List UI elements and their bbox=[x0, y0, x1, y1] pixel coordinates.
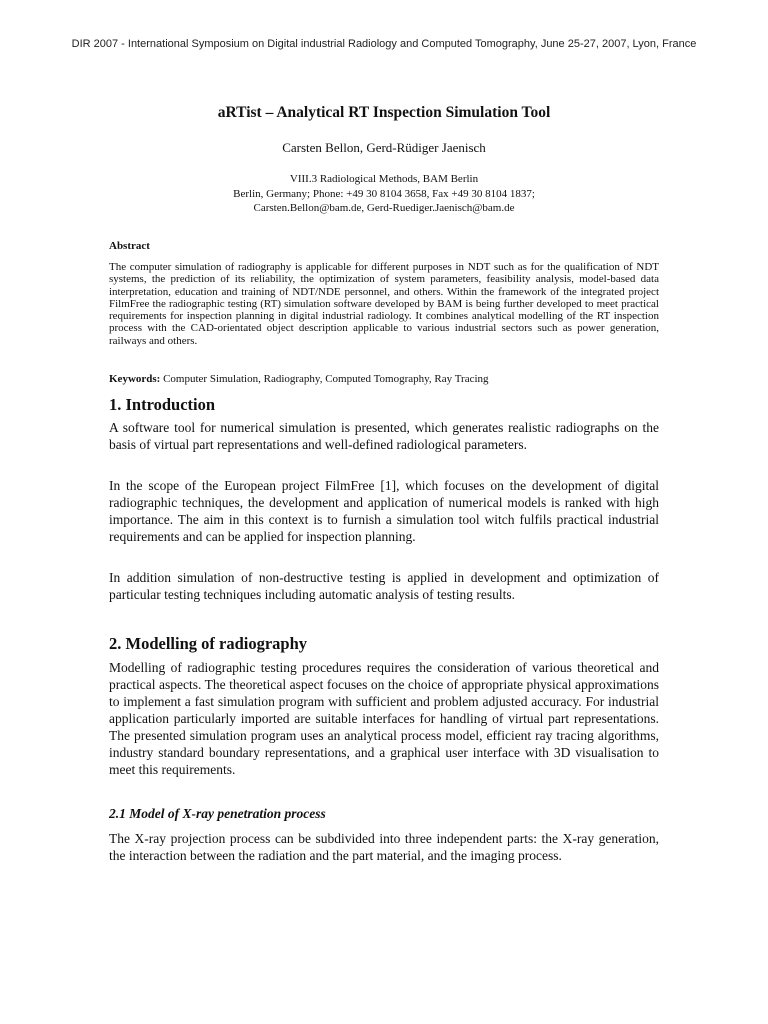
paper-title: aRTist – Analytical RT Inspection Simulation Tool bbox=[217, 104, 551, 121]
affiliation-emails: Carsten.Bellon@bam.de, Gerd-Ruediger.Jaenisch@bam.de bbox=[253, 202, 515, 214]
subsection-xray-model bbox=[109, 806, 659, 822]
keywords-label: Keywords: bbox=[109, 373, 161, 385]
section-introduction bbox=[109, 395, 659, 415]
intro-paragraph-2: In the scope of the European project FilmFree [1], which focuses on the development of digital radiographic techniques, the development and application of numerical models is ranked with high importance. The aim in this context is to furnish a simulation tool witch fulfils practical industrial requirements and can be applied for inspection planning. bbox=[109, 478, 659, 544]
section-modelling bbox=[109, 634, 659, 654]
affiliation-line-2: Berlin, Germany; Phone: +49 30 8104 3658, Fax +49 30 8104 1837; bbox=[233, 187, 535, 200]
conference-header: DIR 2007 - International Symposium on Digital industrial Radiology and Computed Tomography, June 25-27, 2007, Lyon, France bbox=[71, 38, 697, 50]
abstract-heading: Abstract bbox=[109, 240, 150, 252]
section-2-heading: 2. Modelling of radiography bbox=[109, 634, 308, 653]
keywords-line bbox=[109, 373, 659, 385]
section-1-heading: 1. Introduction bbox=[109, 395, 216, 414]
affiliation-line-1: VIII.3 Radiological Methods, BAM Berlin bbox=[289, 173, 479, 185]
section-2-1-heading: 2.1 Model of X-ray penetration process bbox=[109, 806, 326, 821]
xray-paragraph-1: The X-ray projection process can be subdivided into three independent parts: the X-ray generation, the interaction between the radiation and the part material, and the imaging process. bbox=[109, 831, 659, 863]
modelling-paragraph-1: Modelling of radiographic testing procedures requires the consideration of various theoretical and practical aspects. The theoretical aspect focuses on the choice of appropriate physical approximations to implement a fast simulation program with sufficient and problem adjusted accuracy. For industrial application particularly imported are suitable interfaces for handling of virtual part representations. The presented simulation program uses an analytical process model, efficient ray tracing algorithms, industry standard boundary representations, and a graphical user interface with 3D visualisation to meet this requirements. bbox=[109, 660, 659, 777]
affiliation-block bbox=[0, 172, 768, 216]
keywords-list: Computer Simulation, Radiography, Computed Tomography, Ray Tracing bbox=[163, 373, 489, 385]
intro-paragraph-1: A software tool for numerical simulation is presented, which generates realistic radiographs on the basis of virtual part representations and well-defined radiological parameters. bbox=[109, 420, 659, 452]
intro-paragraph-3: In addition simulation of non-destructive testing is applied in development and optimization of particular testing techniques including automatic analysis of testing results. bbox=[109, 570, 659, 602]
abstract-text: The computer simulation of radiography is applicable for different purposes in NDT such as for the qualification of NDT systems, the prediction of its reliability, the optimization of system parameters, feasibility analysis, model-based data interpretation, education and training of NDT/NDE personnel, and others. Within the framework of the integrated project FilmFree the radiographic testing (RT) simulation software developed by BAM is being further developed to meet practical requirements for inspection planning in digital industrial radiology. It combines analytical modelling of the RT inspection process with the CAD-orientated object description applicable to various industrial sectors such as power generation, railways and others. bbox=[109, 261, 659, 347]
paper-authors: Carsten Bellon, Gerd-Rüdiger Jaenisch bbox=[282, 140, 486, 155]
